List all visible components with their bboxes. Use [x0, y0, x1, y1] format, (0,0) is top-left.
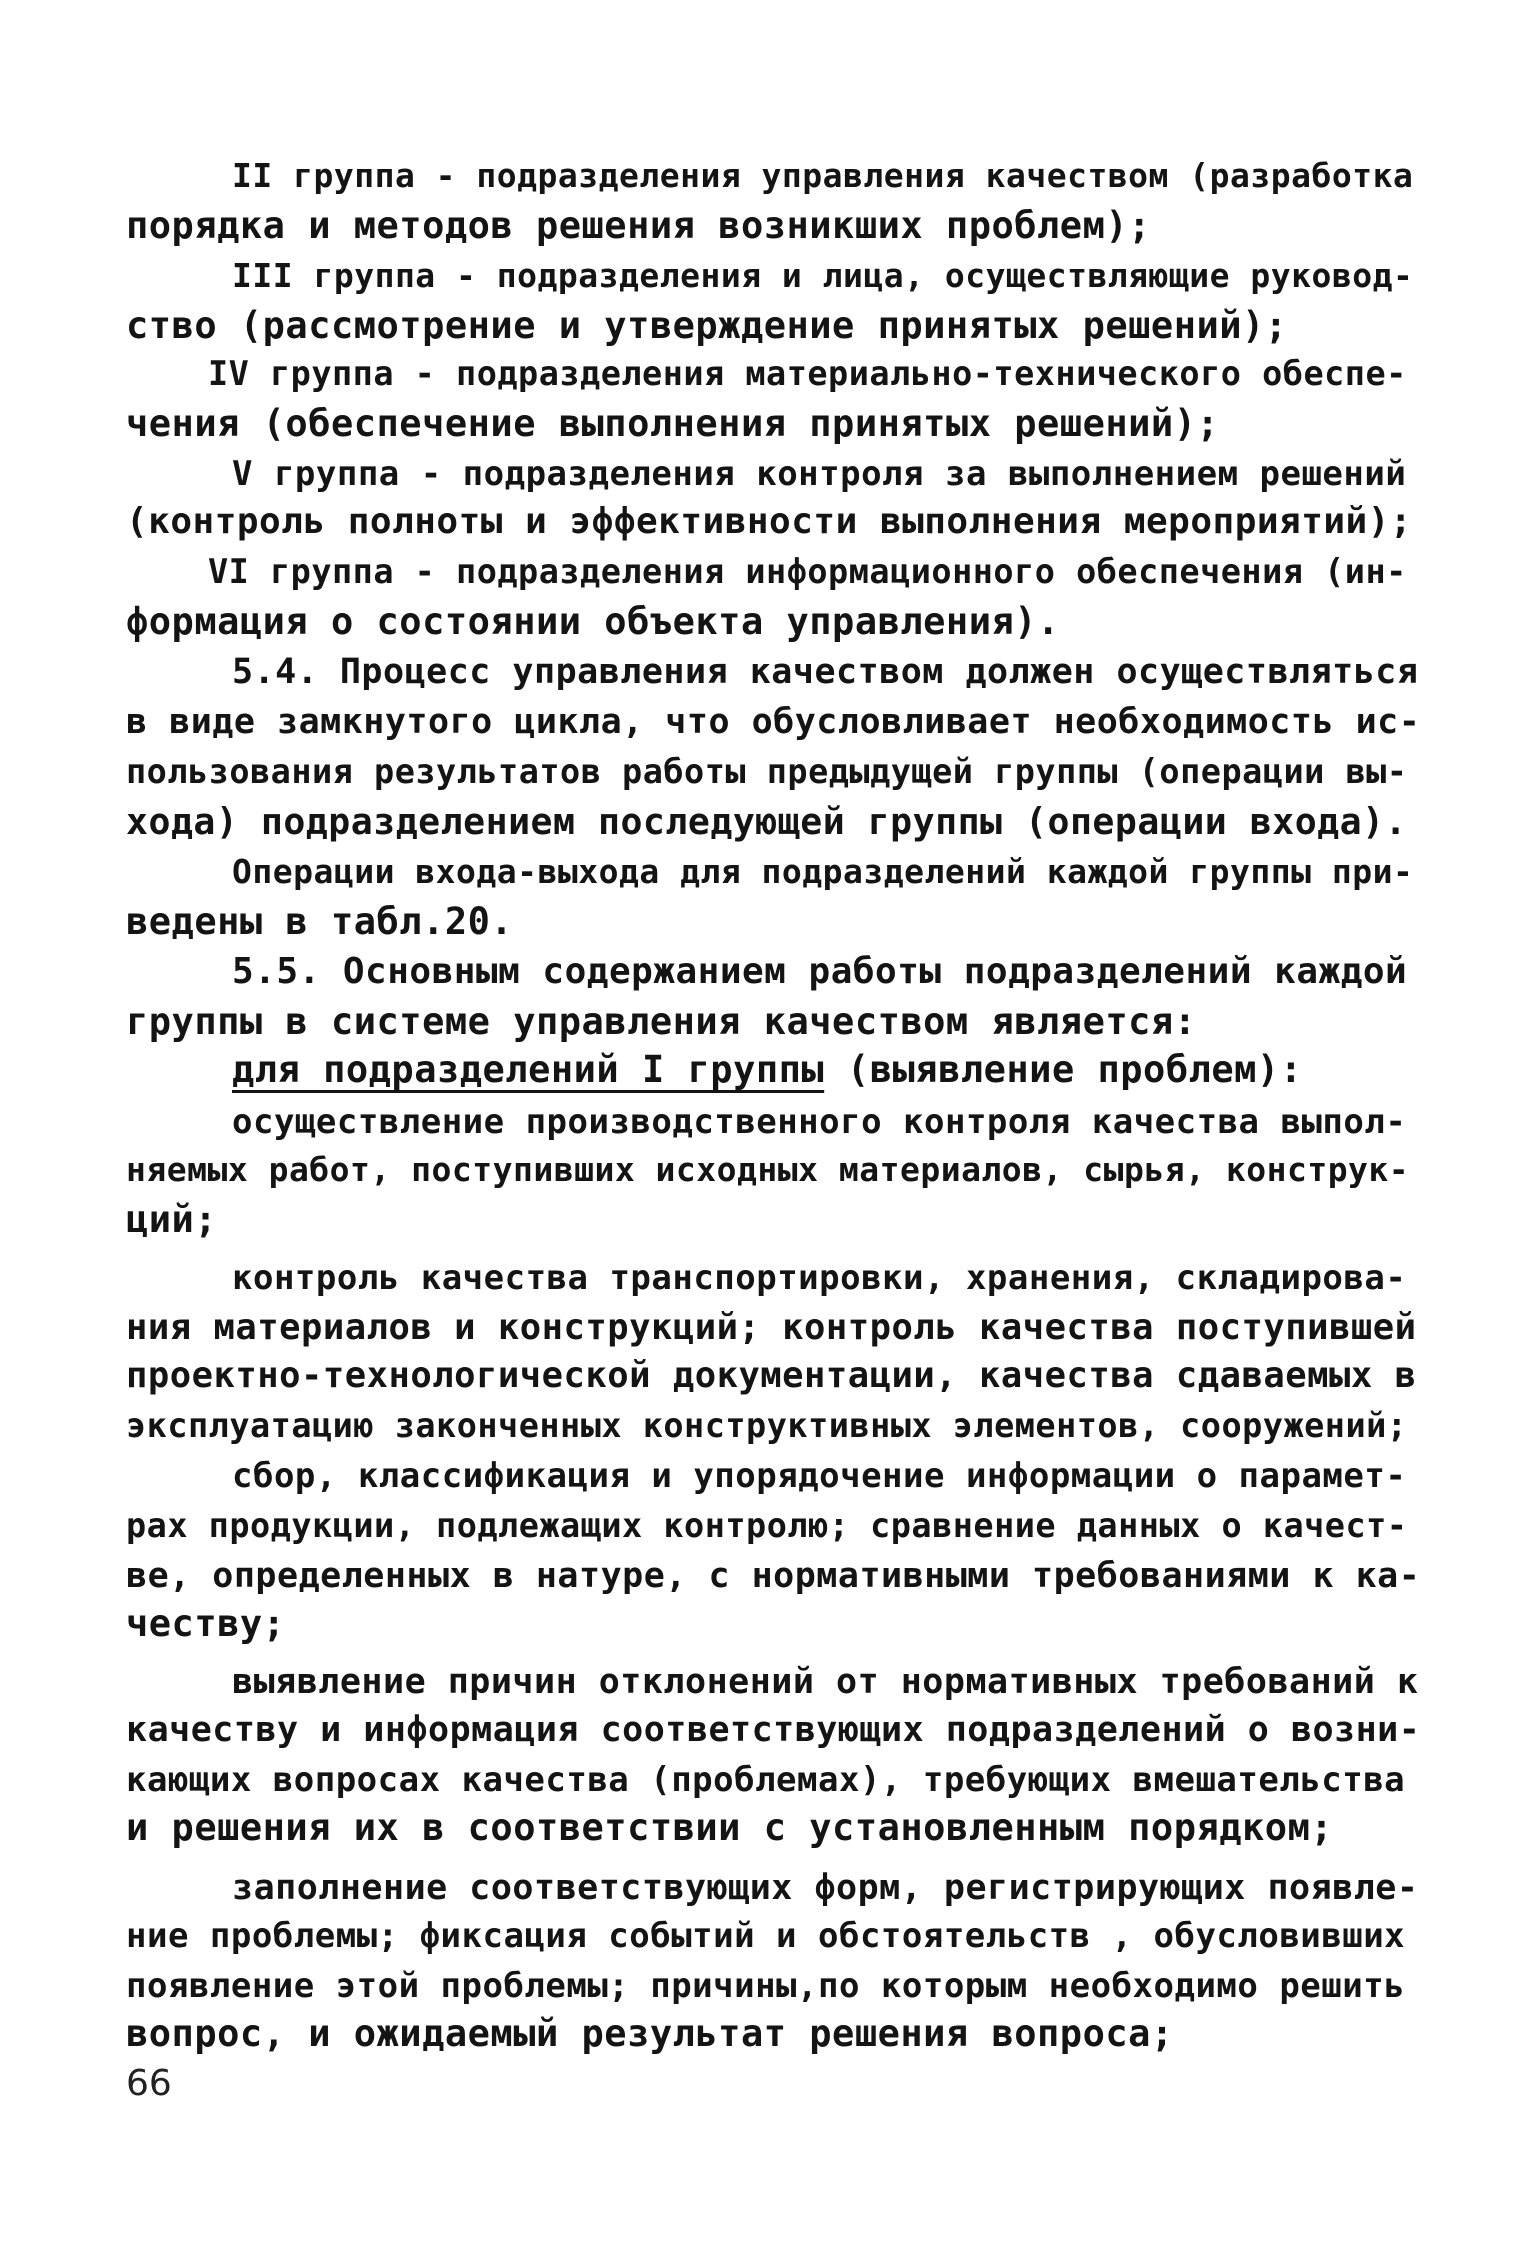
text-line: в виде замкнутого цикла, что обусловливает необходимость ис-	[126, 702, 1421, 742]
text-line: 5.5. Основным содержанием работы подразделений каждой	[232, 951, 1408, 992]
page-number: 66	[126, 2063, 172, 2104]
text-line: эксплуатацию законченных конструктивных элементов, сооружений;	[126, 1406, 1408, 1445]
text-line: II группа - подразделения управления качеством (разработка	[232, 156, 1414, 195]
text-line: IV группа - подразделения материально-технического обеспе-	[208, 354, 1407, 393]
text-line: пользования результатов работы предыдущей группы (операции вы-	[126, 752, 1408, 791]
text-line: ние проблемы; фиксация событий и обстоятельств , обусловивших	[126, 1916, 1406, 1956]
text-line: Операции входа-выхода для подразделений каждой группы при-	[232, 852, 1414, 891]
text-line: ния материалов и конструкций; контроль качества поступившей	[126, 1307, 1417, 1348]
text-line: хода) подразделением последующей группы (операции входа).	[126, 800, 1408, 843]
text-line: осуществление производственного контроля качества выпол-	[232, 1102, 1407, 1142]
text-line: выявление причин отклонений от нормативных требований к	[232, 1662, 1419, 1702]
text-line: ций;	[126, 1198, 218, 1241]
text-line: появление этой проблемы; причины,по которым необходимо решить	[126, 1966, 1406, 2006]
text-line: формация о состоянии объекта управления).	[126, 600, 1060, 643]
text-line: контроль качества транспортировки, хранения, складирова-	[232, 1258, 1407, 1298]
text-line: ве, определенных в натуре, с нормативными требованиями к ка-	[126, 1556, 1421, 1596]
text-line: группы в системе управления качеством является:	[126, 1000, 1197, 1043]
text-line: вопрос, и ожидаемый результат решения вопроса;	[126, 2012, 1174, 2055]
text-line: 5.4. Процесс управления качеством должен осуществляться	[232, 652, 1419, 692]
text-line: кающих вопросах качества (проблемах), требующих вмешательства	[126, 1760, 1406, 1800]
text-line: ство (рассмотрение и утверждение принятых решений);	[126, 304, 1288, 347]
text-line: III группа - подразделения и лица, осуществляющие руковод-	[232, 256, 1414, 295]
text-line: VI группа - подразделения информационного обеспечения (ин-	[208, 552, 1407, 591]
text-line: рах продукции, подлежащих контролю; сравнение данных о качест-	[126, 1506, 1408, 1545]
text-line: ведены в табл.20.	[126, 900, 514, 943]
subheading-tail: (выявление проблем):	[824, 1048, 1303, 1091]
text-line: няемых работ, поступивших исходных материалов, сырья, конструк-	[126, 1150, 1410, 1189]
text-line: и решения их в соответствии с установленным порядком;	[126, 1806, 1334, 1849]
subheading-underlined: для подразделений I группы	[232, 1048, 825, 1091]
text-line: чения (обеспечение выполнения принятых решений);	[126, 402, 1220, 445]
subheading-line	[232, 1042, 1302, 1098]
text-line: заполнение соответствующих форм, регистрирующих появле-	[232, 1868, 1419, 1908]
text-line: V группа - подразделения контроля за выполнением решений	[232, 454, 1407, 494]
text-line: качеству и информация соответствующих подразделений о возни-	[126, 1710, 1421, 1750]
text-line: проектно-технологической документации, качества сдаваемых в	[126, 1355, 1417, 1396]
text-line: (контроль полноты и эффективности выполнения мероприятий);	[126, 501, 1413, 542]
text-line: честву;	[126, 1602, 286, 1645]
text-line: порядка и методов решения возникших проблем);	[126, 204, 1151, 247]
text-line: сбор, классификация и упорядочение информации о парамет-	[232, 1456, 1407, 1496]
